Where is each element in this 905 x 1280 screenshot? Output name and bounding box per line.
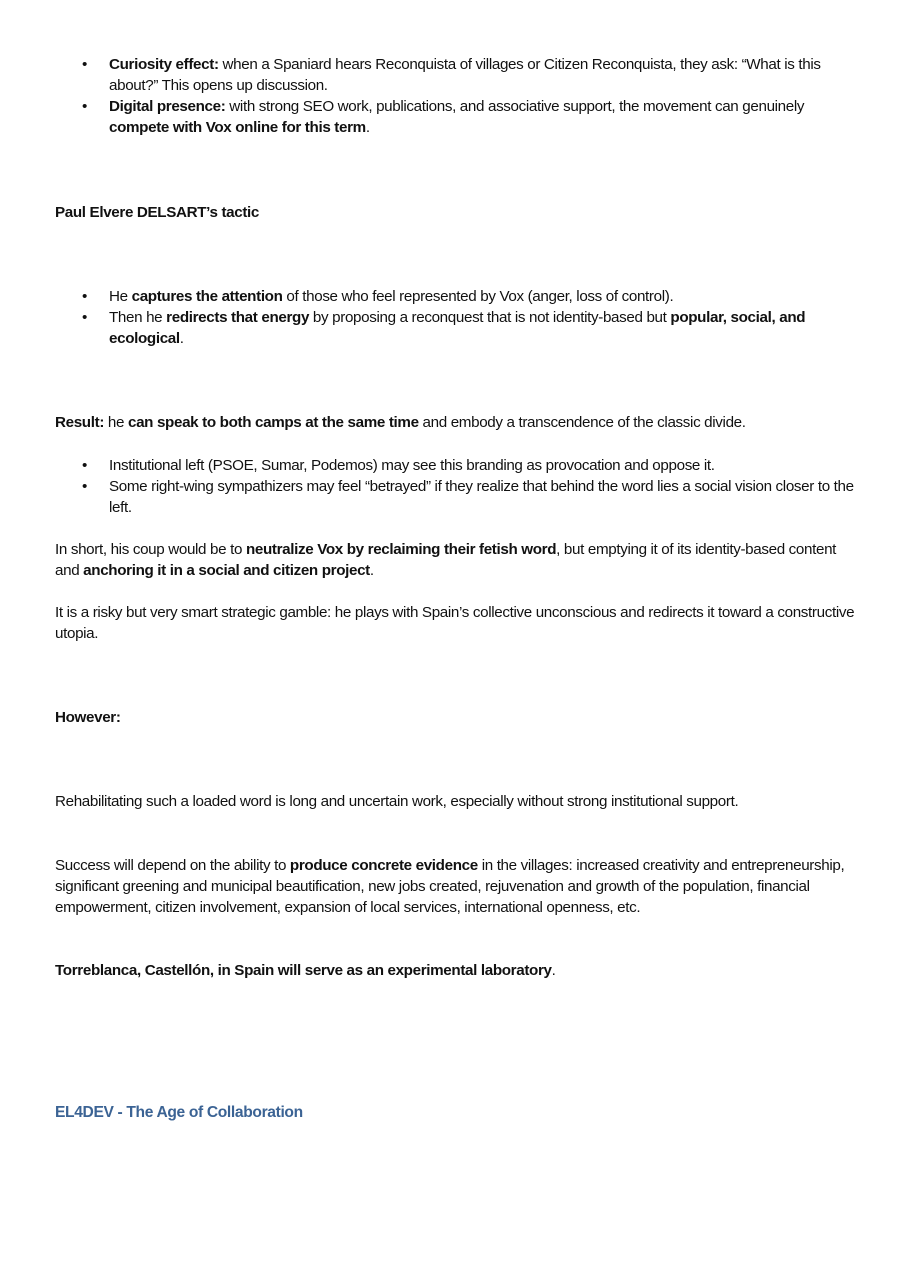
list-item [55,96,855,138]
bullet-list-tactic [55,286,855,349]
bold-phrase: captures the attention [131,288,283,305]
bold-phrase: redirects that energy [166,309,310,326]
list-item-text: when a Spaniard hears Reconquista of villages or Citizen Reconquista, they ask: “What is this about?” This opens up discussion. [109,56,821,94]
list-item-text: He [109,288,132,305]
result-paragraph [55,412,855,433]
bold-phrase: Torreblanca, Castellón, in Spain will serve as an experimental laboratory [55,962,552,979]
punctuation: . [551,962,556,979]
bold-phrase: Curiosity effect: [109,56,219,73]
list-item-text: Some right-wing sympathizers may feel “betrayed” if they realize that behind the word lies a social vision closer to the left. [109,478,854,516]
section-heading-however: However: [55,709,121,726]
list-item [55,54,855,96]
punctuation: . [365,119,370,136]
paragraph-text: In short, his coup would be to [55,541,246,558]
torreblanca-paragraph [55,960,855,981]
bullet-glyph: • [82,288,87,305]
list-item-text: with strong SEO work, publications, and associative support, the movement can genuinely [225,98,805,115]
bullet-glyph: • [82,478,87,495]
bullet-glyph: • [82,309,87,326]
list-item-text: by proposing a reconquest that is not identity-based but [309,309,671,326]
bullet-glyph: • [82,98,87,115]
bold-phrase: compete with Vox online for this term [109,119,366,136]
list-item-text: Then he [109,309,167,326]
bullet-list-top [55,54,855,138]
bullet-glyph: • [82,457,87,474]
footer-title: EL4DEV - The Age of Collaboration [55,1104,303,1121]
punctuation: . [369,562,374,579]
bullet-glyph: • [82,56,87,73]
bold-phrase: Digital presence: [109,98,226,115]
bold-phrase: produce concrete evidence [289,857,478,874]
list-item [55,307,855,349]
punctuation: . [179,330,184,347]
gamble-paragraph: It is a risky but very smart strategic gamble: he plays with Spain’s collective unconscious and redirects it toward a constructive utopia. [55,604,855,642]
in-short-paragraph [55,539,855,581]
list-item [55,455,855,476]
section-heading-tactic: Paul Elvere DELSART’s tactic [55,204,260,221]
bullet-list-result [55,455,855,518]
success-paragraph [55,855,855,918]
list-item-text: Institutional left (PSOE, Sumar, Podemos) may see this branding as provocation and oppose it. [109,457,715,474]
list-item [55,286,855,307]
paragraph-text: he [104,414,128,431]
rehab-paragraph: Rehabilitating such a loaded word is long and uncertain work, especially without strong institutional support. [55,793,739,810]
result-label: Result: [55,414,105,431]
bold-phrase: can speak to both camps at the same time [127,414,419,431]
paragraph-text: , but emptying it of its identity-based content and [55,541,837,579]
bold-phrase: anchoring it in a social and citizen project [83,562,370,579]
paragraph-text: in the villages: increased creativity and entrepreneurship, significant greening and municipal beautification, new jobs created, rejuvenation and growth of the population, financial empowerment, citizen involvement, expansion of local services, international openness, etc. [55,857,845,916]
list-item [55,476,855,518]
list-item-text: of those who feel represented by Vox (anger, loss of control). [282,288,674,305]
paragraph-text: Success will depend on the ability to [55,857,290,874]
bold-phrase: neutralize Vox by reclaiming their fetish word [245,541,557,558]
paragraph-text: and embody a transcendence of the classic divide. [418,414,746,431]
bold-phrase: popular, social, and ecological [109,309,806,347]
